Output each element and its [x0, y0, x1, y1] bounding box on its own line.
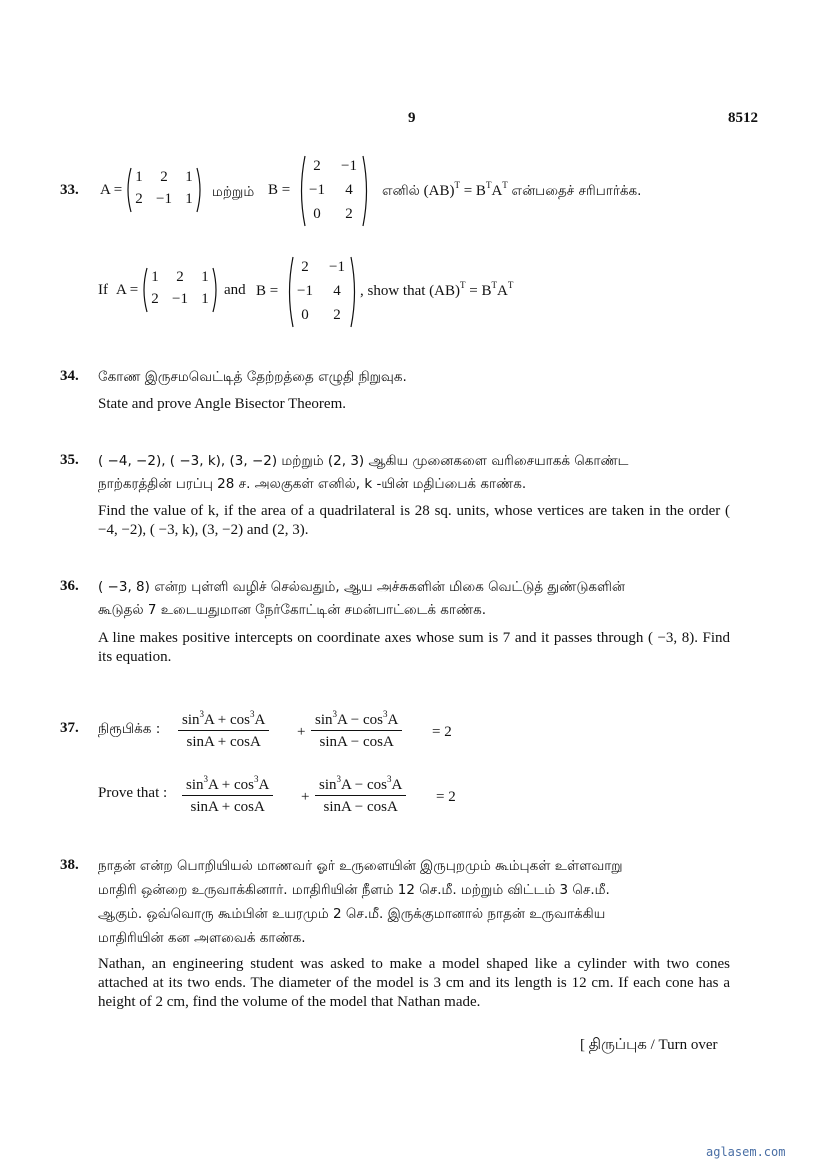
num-mid: A − cos [337, 712, 383, 728]
q33-english-statement [360, 280, 514, 300]
q38-tamil-line3: ஆகும். ஒவ்வொரு கூம்பின் உயரமும் 2 செ.மீ. இருக்குமானால் நாதன் உருவாக்கிய [98, 906, 606, 922]
q37-prove-tamil: நிரூபிக்க : [98, 721, 161, 737]
superscript-t: T [485, 180, 492, 190]
matrix-cell: 2 [160, 169, 168, 185]
matrix-cell: 2 [176, 269, 184, 285]
matrix-a-english [140, 267, 220, 313]
q36-tamil-line2: கூடுதல் 7 உடையதுமான நேர்கோட்டின் சமன்பாட்டைக் காண்க. [98, 602, 487, 618]
q35-tamil-line1: ( −4, −2), ( −3, k), (3, −2) மற்றும் (2, 3) ஆகிய முனைகளை வரிசையாகக் கொண்ட [98, 453, 629, 469]
num-mid: A + cos [208, 777, 254, 793]
fraction-numerator [311, 710, 402, 731]
fraction-denominator: sinA + cosA [186, 734, 261, 750]
sin-text: sin [319, 777, 337, 793]
matrix-cell: 1 [185, 169, 193, 185]
q38-tamil-line1: நாதன் என்ற பொறியியல் மாணவர் ஓர் உருளையின் இருபுறமும் கூம்புகள் உள்ளவாறு [98, 858, 623, 874]
matrix-b-label-en: B = [256, 283, 279, 299]
question-number-35: 35. [60, 452, 79, 468]
page-number: 9 [408, 110, 416, 126]
superscript-t: T [491, 280, 497, 290]
plus-sign: + [297, 724, 306, 740]
fraction-denominator: sinA − cosA [323, 799, 398, 815]
q33-show-that: , show that (AB) [360, 283, 460, 299]
matrix-cell: −1 [329, 259, 345, 275]
superscript-t: T [502, 180, 508, 190]
matrix-a-label-en: A = [116, 282, 139, 298]
q33-eq-en: = B [465, 283, 492, 299]
q35-english: Find the value of k, if the area of a quadrilateral is 28 sq. units, whose vertices are taken in the order ( −4, −2), ( −3, k), (3, −2) and (2, 3). [98, 503, 730, 538]
matrix-cell: 2 [301, 259, 309, 275]
cube-exponent: 3 [332, 709, 338, 719]
paper-code: 8512 [728, 110, 758, 126]
cube-exponent: 3 [382, 709, 388, 719]
matrix-a-tamil [124, 167, 204, 213]
q37-fraction-1-english [182, 775, 273, 818]
turn-over: [ திருப்புக / Turn over [580, 1037, 718, 1053]
cube-exponent: 3 [253, 774, 259, 784]
superscript-t: T [460, 280, 466, 290]
matrix-cell: 1 [185, 191, 193, 207]
q33-tamil-statement [382, 180, 642, 201]
watermark: aglasem.com [706, 1145, 786, 1159]
matrix-cell: 2 [313, 158, 321, 174]
q33-and-tamil: மற்றும் [212, 184, 255, 200]
question-number-36: 36. [60, 578, 79, 594]
matrix-cell: −1 [172, 291, 188, 307]
num-mid: A − cos [341, 777, 387, 793]
q36-tamil-line1: ( −3, 8) என்ற புள்ளி வழிச் செல்வதும், ஆய அச்சுகளின் மிகை வெட்டுத் துண்டுகளின் [98, 579, 626, 595]
sin-text: sin [186, 777, 204, 793]
q38-english: Nathan, an engineering student was asked to make a model shaped like a cylinder with two cones attached at its two ends. The diameter of the model is 3 cm and its length is 12 cm. If each cone has a height of 2 cm, find the volume of the model that Nathan made. [98, 956, 730, 1010]
question-number-34: 34. [60, 368, 79, 384]
cube-exponent: 3 [336, 774, 342, 784]
matrix-cell: −1 [309, 182, 325, 198]
matrix-cell: 0 [301, 307, 309, 323]
question-number-33: 33. [60, 182, 79, 198]
matrix-cell: 2 [333, 307, 341, 323]
q33-a: A [491, 183, 503, 199]
fraction-numerator [315, 775, 406, 796]
fraction-numerator [178, 710, 269, 731]
matrix-cell: 1 [201, 269, 209, 285]
cube-exponent: 3 [199, 709, 205, 719]
matrix-cell: 4 [333, 283, 341, 299]
matrix-a-label: A = [100, 182, 123, 198]
matrix-cell: −1 [156, 191, 172, 207]
q38-tamil-line4: மாதிரியின் கன அளவைக் காண்க. [98, 930, 306, 946]
cube-exponent: 3 [203, 774, 209, 784]
fraction-numerator [182, 775, 273, 796]
matrix-cell: 1 [201, 291, 209, 307]
q33-a-en: A [496, 283, 508, 299]
num-end: A [254, 712, 266, 728]
matrix-b-english [286, 256, 358, 328]
q33-if: If [98, 282, 108, 298]
matrix-cell: 2 [151, 291, 159, 307]
fraction-denominator: sinA + cosA [190, 799, 265, 815]
right-paren-icon [362, 155, 370, 227]
q33-verify-tamil: என்பதைச் சரிபார்க்க. [511, 183, 642, 199]
matrix-cell: 4 [345, 182, 353, 198]
num-end: A [258, 777, 270, 793]
question-number-37: 37. [60, 720, 79, 736]
matrix-cell: 1 [135, 169, 143, 185]
matrix-cell: 2 [135, 191, 143, 207]
matrix-cell: 0 [313, 206, 321, 222]
q38-tamil-line2: மாதிரி ஒன்றை உருவாக்கினார். மாதிரியின் நீளம் 12 செ.மீ. மற்றும் விட்டம் 3 செ.மீ. [98, 882, 610, 898]
fraction-denominator: sinA − cosA [319, 734, 394, 750]
plus-sign: + [301, 789, 310, 805]
q33-eq: = B [459, 183, 486, 199]
q34-tamil: கோண இருசமவெட்டித் தேற்றத்தை எழுதி நிறுவுக. [98, 369, 407, 385]
q37-prove-english: Prove that : [98, 785, 168, 801]
superscript-t: T [454, 180, 460, 190]
matrix-cell: −1 [341, 158, 357, 174]
right-paren-icon [350, 256, 358, 328]
matrix-cell: 2 [345, 206, 353, 222]
matrix-cell: −1 [297, 283, 313, 299]
right-paren-icon [196, 167, 204, 213]
q37-fraction-1-tamil [178, 710, 269, 753]
right-paren-icon [212, 267, 220, 313]
q37-fraction-2-tamil [311, 710, 402, 753]
superscript-t: T [507, 280, 514, 290]
q33-and: and [224, 282, 246, 298]
sin-text: sin [315, 712, 333, 728]
question-number-38: 38. [60, 857, 79, 873]
matrix-b-tamil [298, 155, 370, 227]
num-end: A [387, 712, 399, 728]
sin-text: sin [182, 712, 200, 728]
cube-exponent: 3 [249, 709, 255, 719]
matrix-b-label: B = [268, 182, 291, 198]
q33-ab: (AB) [423, 183, 455, 199]
equals-two: = 2 [432, 724, 452, 740]
q36-english: A line makes positive intercepts on coordinate axes whose sum is 7 and it passes through ( −3, 8). Find its equation. [98, 630, 730, 665]
q35-tamil-line2: நாற்கரத்தின் பரப்பு 28 ச. அலகுகள் எனில், k -யின் மதிப்பைக் காண்க. [98, 476, 527, 492]
q34-english: State and prove Angle Bisector Theorem. [98, 396, 346, 412]
cube-exponent: 3 [386, 774, 392, 784]
num-end: A [391, 777, 403, 793]
q33-if-tamil: எனில் [382, 183, 420, 199]
num-mid: A + cos [204, 712, 250, 728]
matrix-cell: 1 [151, 269, 159, 285]
equals-two: = 2 [436, 789, 456, 805]
q37-fraction-2-english [315, 775, 406, 818]
